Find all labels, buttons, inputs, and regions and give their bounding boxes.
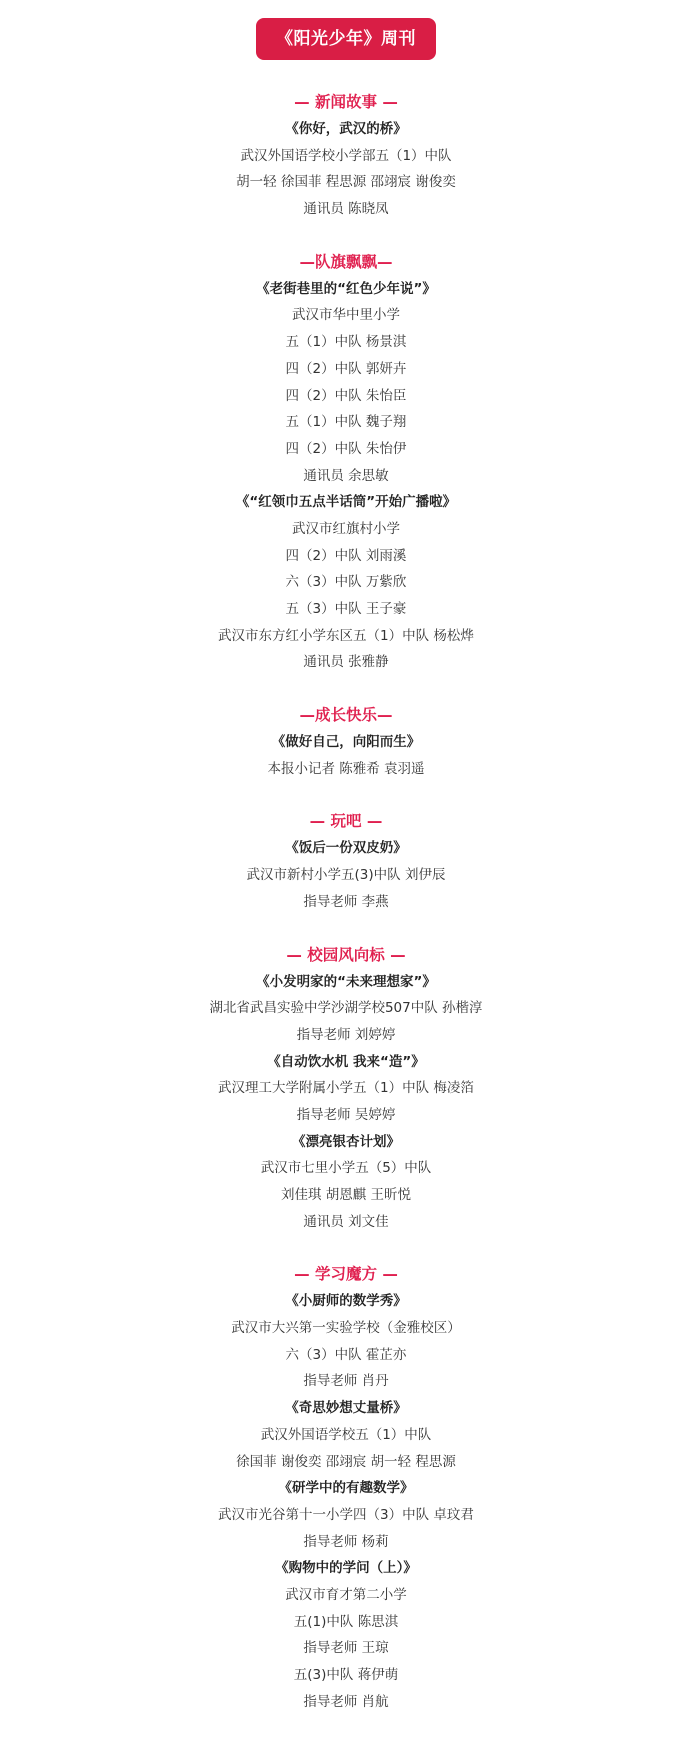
article-title: 《做好自己，向阳而生》 [271,734,421,751]
credit-line: 五（1）中队 杨景淇 [285,334,407,351]
magazine-title-badge: 《阳光少年》周刊 [256,18,436,60]
credit-line: 指导老师 肖丹 [303,1373,389,1390]
credit-line: 指导老师 杨莉 [303,1533,389,1550]
credit-line: 胡一轻 徐国菲 程思源 邵翊宸 谢俊奕 [236,174,456,191]
credit-line: 武汉市东方红小学东区五（1）中队 杨松烨 [218,627,474,644]
credit-line: 四（2）中队 朱怡臣 [285,387,407,404]
article-title: 《饭后一份双皮奶》 [285,840,407,857]
article-title: 《老街巷里的“红色少年说”》 [256,280,436,297]
article-title: 《漂亮银杏计划》 [292,1133,400,1150]
credit-line: 本报小记者 陈雅希 袁羽遥 [267,760,425,777]
section [0,942,692,1236]
header [0,18,692,60]
article-title: 《购物中的学问（上）》 [275,1560,417,1577]
credit-line: 武汉市光谷第十一小学四（3）中队 卓玟君 [218,1506,474,1523]
credit-line: 六（3）中队 霍芷亦 [285,1346,407,1363]
credit-line: 指导老师 王琼 [303,1640,389,1657]
article-title: 《奇思妙想丈量桥》 [285,1400,407,1417]
credit-line: 武汉市大兴第一实验学校（金雅校区） [231,1320,461,1337]
credit-line: 四（2）中队 刘雨溪 [285,547,407,564]
credit-line: 指导老师 李燕 [303,893,389,910]
article-title: 《“红领巾五点半话筒”开始广播啦》 [235,494,457,511]
article-title: 《小发明家的“未来理想家”》 [256,973,436,990]
section [0,702,692,782]
credit-line: 五(3)中队 蒋伊萌 [293,1667,399,1683]
article-title: 《研学中的有趣数学》 [278,1480,414,1497]
credit-line: 武汉市新村小学五(3)中队 刘伊辰 [246,867,446,884]
credit-line: 徐国菲 谢俊奕 邵翊宸 胡一轻 程思源 [236,1453,456,1470]
credit-line: 武汉市育才第二小学 [285,1586,407,1603]
credit-line: 武汉市七里小学五（5）中队 [260,1160,432,1177]
credit-line: 通讯员 张雅静 [303,654,389,671]
credit-line: 四（2）中队 朱怡伊 [285,440,407,457]
article-title: 《你好，武汉的桥》 [285,121,407,137]
credit-line: 指导老师 吴婷婷 [296,1106,396,1123]
credit-line: 五（3）中队 王子豪 [285,601,407,617]
credit-line: 五（1）中队 魏子翔 [285,414,407,431]
article-title: 《小厨师的数学秀》 [285,1293,407,1310]
credit-line: 武汉外国语学校小学部五（1）中队 [240,147,452,164]
section [0,89,692,223]
credit-line: 四（2）中队 郭妍卉 [285,360,407,377]
credit-line: 武汉理工大学附属小学五（1）中队 梅凌箔 [218,1080,474,1097]
credit-line: 六（3）中队 万紫欣 [285,574,407,591]
section-title: — 玩吧 — [309,812,383,831]
credit-line: 指导老师 刘婷婷 [296,1026,396,1043]
section [0,249,692,676]
credits-list [0,89,692,1715]
credit-line: 通讯员 余思敏 [303,467,389,484]
section-title: — 校园风向标 — [286,945,406,964]
credit-line: 五(1)中队 陈思淇 [293,1613,399,1630]
section-title: — 学习魔方 — [294,1265,398,1284]
credit-line: 武汉市华中里小学 [292,307,400,324]
article-title: 《自动饮水机 我来“造”》 [267,1053,425,1070]
credit-line: 通讯员 刘文佳 [303,1213,389,1230]
section-title: —队旗飘飘— [299,252,393,271]
credit-line: 武汉市红旗村小学 [292,520,400,537]
credit-line: 通讯员 陈晓凤 [303,201,389,218]
section-title: — 新闻故事 — [294,93,398,111]
credit-line: 湖北省武昌实验中学沙湖学校507中队 孙楷淳 [209,1000,483,1017]
credit-line: 指导老师 肖航 [303,1693,389,1710]
section [0,1261,692,1715]
section [0,808,692,915]
credit-line: 刘佳琪 胡恩麒 王昕悦 [280,1187,412,1203]
credit-line: 武汉外国语学校五（1）中队 [260,1426,432,1443]
section-title: —成长快乐— [299,706,393,725]
